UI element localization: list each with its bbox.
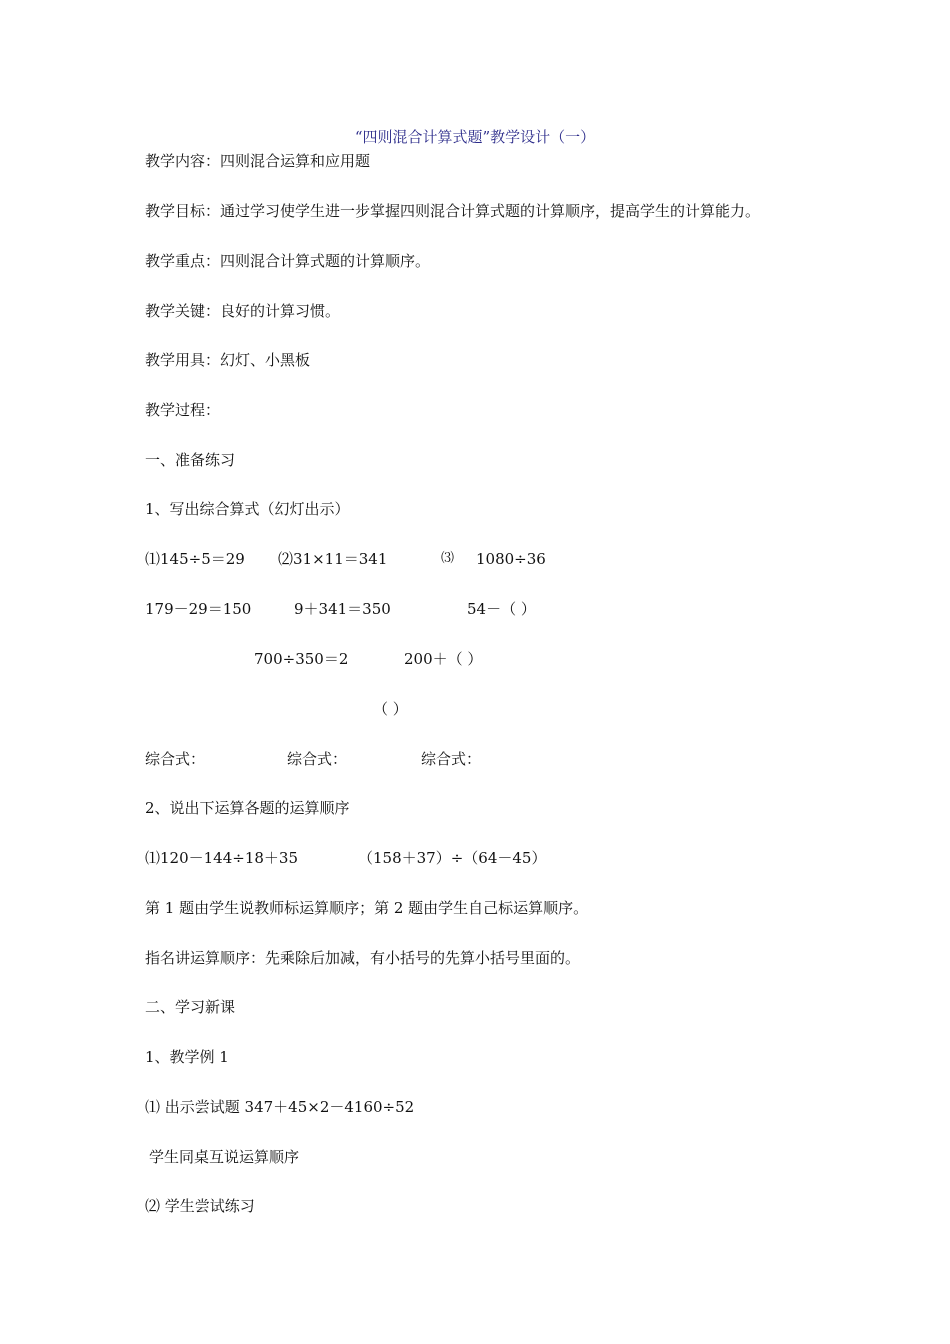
section-heading-prep: 一、准备练习 [145,451,236,469]
exercise-item-2: 2、说出下运算各题的运算顺序 [145,799,350,817]
section-heading-new: 二、学习新课 [145,998,236,1016]
formula-label: 综合式： [421,750,482,768]
teaching-tools: 教学用具：幻灯、小黑板 [145,351,311,369]
example-heading: 1、教学例 1 [145,1048,229,1066]
order-question-2: （158＋37）÷（64－45） [358,849,547,867]
exercise-item-1: 1、写出综合算式（幻灯出示） [145,500,350,518]
teaching-goal: 教学目标：通过学习使学生进一步掌握四则混合计算式题的计算顺序，提高学生的计算能力。 [145,202,761,220]
formula-label: 综合式： [145,750,206,768]
formula-label: 综合式： [287,750,348,768]
exercise-expression: 200＋（ ） [404,650,483,668]
exercise-expression: 700÷350＝2 [254,650,349,668]
teaching-process: 教学过程： [145,401,221,419]
exercise-expression: 179－29＝150 [145,600,252,618]
exercise-expression: （ ） [373,700,408,718]
teaching-key: 教学关键：良好的计算习惯。 [145,302,341,320]
note-line: 第 1 题由学生说教师标运算顺序；第 2 题由学生自己标运算顺序。 [145,899,589,917]
order-question-1: ⑴120－144÷18＋35 [145,849,299,867]
try-question: ⑴ 出示尝试题 347＋45×2－4160÷52 [145,1098,415,1116]
exercise-number: ⑶ [441,551,455,566]
exercise-expression: 9＋341＝350 [294,600,391,618]
pair-discussion: 学生同桌互说运算顺序 [149,1148,300,1166]
exercise-expression: ⑴145÷5＝29 [145,550,245,568]
practice-line: ⑵ 学生尝试练习 [145,1197,255,1215]
document-title: “四则混合计算式题”教学设计（一） [354,128,596,146]
note-line: 指名讲运算顺序：先乘除后加减，有小括号的先算小括号里面的。 [145,949,581,967]
teaching-key-point: 教学重点：四则混合计算式题的计算顺序。 [145,252,431,270]
exercise-expression: 1080÷36 [476,550,546,568]
exercise-expression: 54－（ ） [467,600,536,618]
teaching-content: 教学内容：四则混合运算和应用题 [145,152,371,170]
exercise-expression: ⑵31×11＝341 [278,550,388,568]
